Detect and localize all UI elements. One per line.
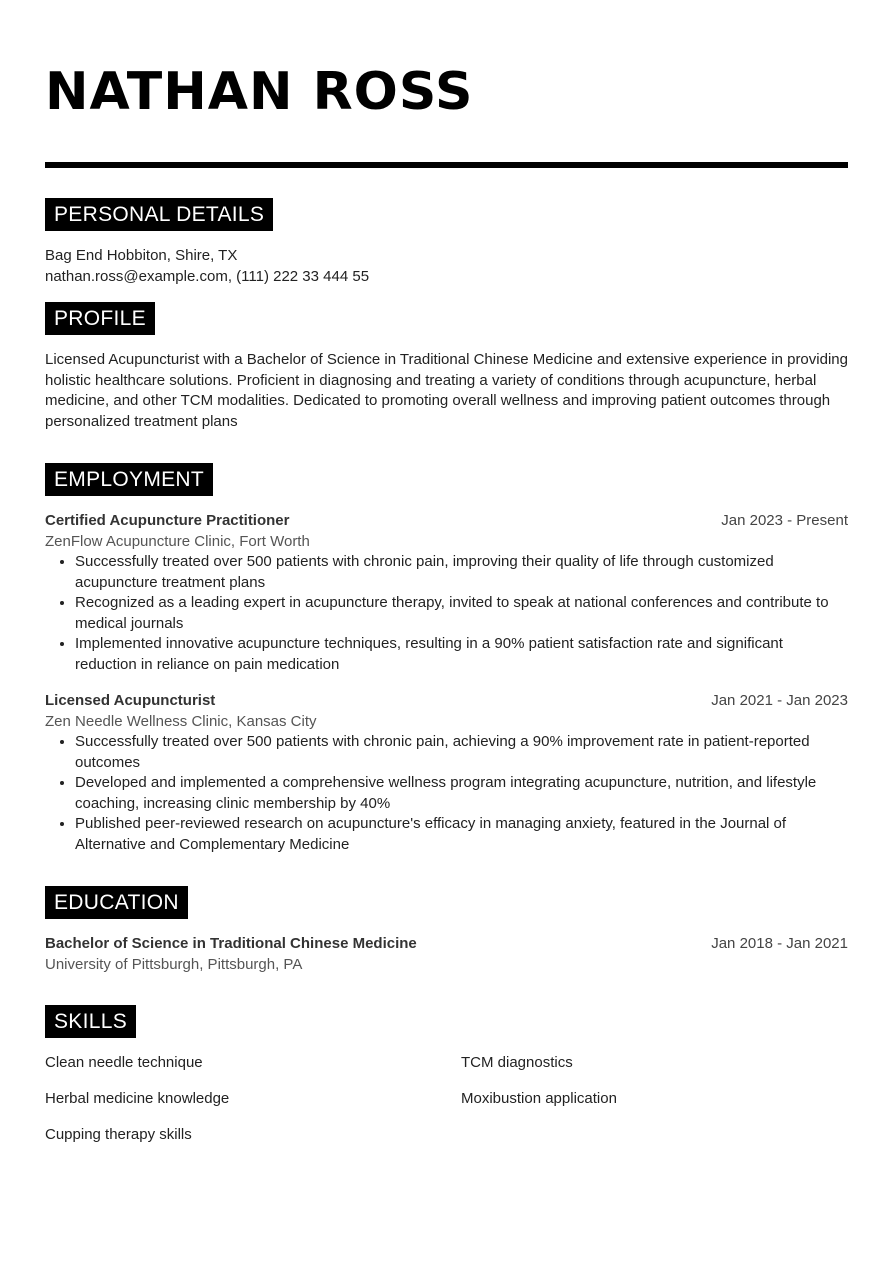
job-title: Licensed Acupuncturist xyxy=(45,692,216,709)
list-item: • Developed and implemented a comprehensive wellness program integrating acupuncture, nutrition, and lifestyle coaching, increasing clinic membership by 40% xyxy=(75,773,848,814)
job-achievements xyxy=(45,552,848,675)
section-heading-profile: PROFILE xyxy=(45,302,155,335)
skill-item: Cupping therapy skills xyxy=(45,1126,192,1143)
job-employer: ZenFlow Acupuncture Clinic, Fort Worth xyxy=(45,533,310,550)
list-item: • Successfully treated over 500 patients with chronic pain, improving their quality of life through customized acupuncture treatment plans xyxy=(75,552,848,593)
candidate-name: NATHAN ROSS xyxy=(45,62,474,122)
skill-item: Moxibustion application xyxy=(461,1090,617,1107)
skill-item: Clean needle technique xyxy=(45,1054,203,1071)
job-header xyxy=(45,511,848,532)
degree-title: Bachelor of Science in Traditional Chinese Medicine xyxy=(45,935,417,952)
education-dates: Jan 2018 - Jan 2021 xyxy=(711,935,848,952)
skill-item: Herbal medicine knowledge xyxy=(45,1090,230,1107)
job-title: Certified Acupuncture Practitioner xyxy=(45,512,290,529)
address-text: Bag End Hobbiton, Shire, TX xyxy=(45,247,238,264)
list-item: • Implemented innovative acupuncture techniques, resulting in a 90% patient satisfaction rate and significant reduction in reliance on pain medication xyxy=(75,634,848,675)
job-header xyxy=(45,691,848,712)
education-header xyxy=(45,934,848,955)
section-heading-education: EDUCATION xyxy=(45,886,188,919)
job-dates: Jan 2023 - Present xyxy=(721,512,848,529)
job-achievements xyxy=(45,732,848,855)
section-heading-employment: EMPLOYMENT xyxy=(45,463,213,496)
profile-summary: Licensed Acupuncturist with a Bachelor of Science in Traditional Chinese Medicine and extensive experience in providing holistic healthcare solutions. Proficient in diagnosing and treating a variety of conditions through acupuncture, herbal medicine, and other TCM modalities. Dedicated to promoting overall wellness and improving patient outcomes through personalized treatment plans xyxy=(45,351,848,430)
contact-text: nathan.ross@example.com, (111) 222 33 444 55 xyxy=(45,268,370,285)
section-heading-personal-details: PERSONAL DETAILS xyxy=(45,198,273,231)
list-item: • Published peer-reviewed research on acupuncture's efficacy in managing anxiety, featured in the Journal of Alternative and Complementary Medicine xyxy=(75,814,848,855)
skill-item: TCM diagnostics xyxy=(461,1054,573,1071)
list-item: • Successfully treated over 500 patients with chronic pain, achieving a 90% improvement rate in patient-reported outcomes xyxy=(75,732,848,773)
school-name: University of Pittsburgh, Pittsburgh, PA xyxy=(45,956,303,973)
job-dates: Jan 2021 - Jan 2023 xyxy=(711,692,848,709)
section-heading-skills: SKILLS xyxy=(45,1005,136,1038)
job-employer: Zen Needle Wellness Clinic, Kansas City xyxy=(45,713,317,730)
header-divider xyxy=(45,162,848,168)
list-item: • Recognized as a leading expert in acupuncture therapy, invited to speak at national conferences and contribute to medical journals xyxy=(75,593,848,634)
